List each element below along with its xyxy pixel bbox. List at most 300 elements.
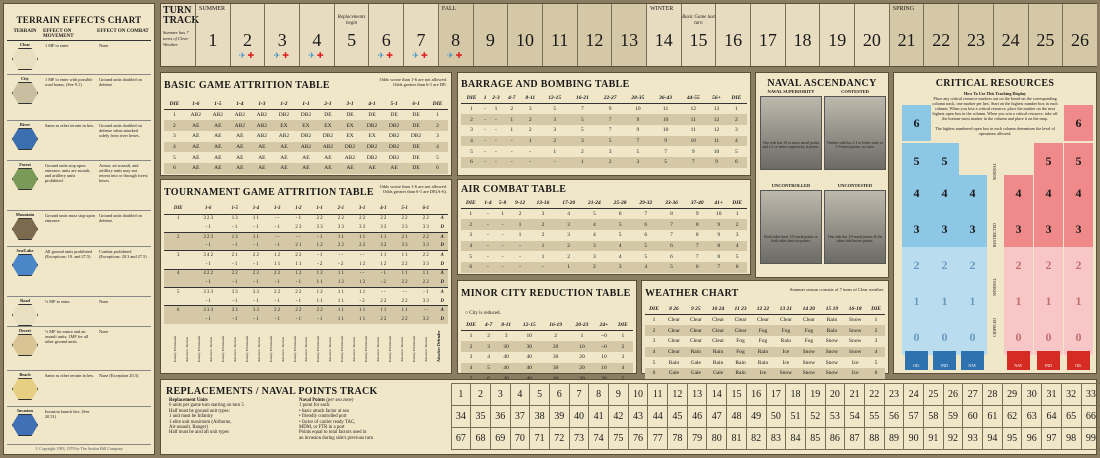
table-cell: 2 2 bbox=[401, 216, 408, 222]
table-cell: - 2 bbox=[338, 261, 344, 267]
turn-cell bbox=[819, 4, 854, 66]
turn-number: 13 bbox=[620, 30, 639, 50]
blue-resource-box: 3 bbox=[902, 211, 931, 247]
table-cell: 3 bbox=[504, 333, 508, 340]
table-cell: 9 bbox=[691, 148, 695, 155]
repl-number-cell: 83 bbox=[766, 427, 787, 450]
table-cell: 2 bbox=[164, 120, 185, 131]
table-cell: 20 bbox=[569, 363, 595, 374]
table-cell: Fog bbox=[729, 347, 751, 358]
table-cell: 4 2 2 bbox=[192, 269, 224, 278]
turn-cell bbox=[889, 4, 924, 66]
table-cell: 1 bbox=[735, 211, 739, 218]
repl-number-cell: 26 bbox=[943, 383, 964, 406]
turn-number: 26 bbox=[1071, 30, 1090, 50]
table-cell: 2 2 bbox=[380, 216, 387, 222]
terrain-label: Beach bbox=[19, 372, 31, 377]
table-cell: 2 2 bbox=[380, 298, 387, 304]
table-cell: 2 2 bbox=[245, 269, 266, 278]
table-cell: 6 bbox=[727, 262, 747, 273]
turn-number: 18 bbox=[793, 30, 812, 50]
table-cell: AE bbox=[185, 142, 207, 153]
table-cell: - bbox=[504, 136, 520, 147]
red-resource-box: 0 bbox=[1004, 319, 1033, 355]
naval-title: NAVAL ASCENDANCY bbox=[767, 78, 877, 89]
table-cell: 10 bbox=[662, 127, 669, 134]
table-cell: EX bbox=[317, 120, 339, 131]
table-row bbox=[461, 125, 747, 136]
col-vertical-label: Enemy Eliminated bbox=[412, 336, 417, 363]
table-cell: DE bbox=[412, 154, 420, 161]
naval-text: Both sides have 1-9 naval points or both sides have no points. bbox=[764, 235, 818, 243]
season-spring: SPRING bbox=[892, 6, 915, 12]
table-cell: 9 bbox=[710, 219, 727, 230]
table-cell: - 2 bbox=[317, 261, 323, 267]
table-cell: Clear bbox=[663, 347, 685, 358]
table-cell: 3 bbox=[624, 157, 652, 168]
table-cell: 1 bbox=[510, 127, 514, 134]
table-cell: 1 2 bbox=[309, 242, 330, 251]
naval-cell bbox=[760, 89, 822, 177]
table-cell: - 1 bbox=[295, 216, 301, 222]
repl-number-cell: 56 bbox=[884, 405, 905, 428]
blue-resource-box: 5 bbox=[930, 143, 959, 179]
repl-number-cell: 31 bbox=[1041, 383, 1062, 406]
table-cell: ~0 bbox=[601, 333, 607, 340]
turn-marker-icons bbox=[300, 51, 334, 60]
col-header: 4-1 bbox=[373, 204, 394, 214]
col-header: DIE bbox=[461, 198, 481, 209]
table-cell: - 1 bbox=[245, 242, 266, 251]
table-cell: 3 bbox=[607, 262, 633, 273]
col-header: 4-7 bbox=[504, 93, 520, 104]
col-vertical-label: Advance / Retreat bbox=[424, 336, 429, 363]
table-row bbox=[461, 146, 747, 157]
table-cell: 1 2 bbox=[351, 278, 372, 287]
table-row bbox=[645, 357, 885, 368]
table-row bbox=[164, 315, 448, 324]
turn-cell bbox=[993, 4, 1028, 66]
table-cell: AE bbox=[207, 120, 229, 131]
blue-resource-box: 4 bbox=[930, 175, 959, 211]
table-cell: DE bbox=[368, 112, 376, 119]
repl-naval-line: • basic attack factor at sea bbox=[299, 408, 349, 414]
table-cell: 3 4 2 bbox=[192, 251, 224, 260]
table-cell: 40 bbox=[516, 363, 542, 374]
table-cell: 2 bbox=[427, 120, 448, 131]
turn-cell bbox=[542, 4, 577, 66]
terrain-effects-chart bbox=[3, 3, 155, 455]
repl-number-cell: 64 bbox=[1041, 405, 1062, 428]
terrain-combat: None bbox=[99, 43, 109, 48]
terrain-label: Mountain bbox=[15, 212, 35, 217]
table-cell: - 1 bbox=[267, 242, 288, 251]
repl-number-cell: 78 bbox=[667, 427, 688, 450]
table-cell: AE bbox=[302, 154, 310, 161]
turn-cells bbox=[195, 4, 1097, 66]
level-label: NORMAL bbox=[992, 163, 997, 181]
table-cell: 3 bbox=[541, 114, 569, 125]
turn-cell bbox=[368, 4, 403, 66]
table-cell: 1 bbox=[580, 333, 584, 340]
table-cell: 3 3 3 bbox=[192, 306, 224, 315]
plane-icon: ✈ bbox=[308, 51, 317, 60]
table-cell: 5 bbox=[470, 148, 473, 155]
naval-cell bbox=[824, 183, 886, 271]
table-cell: DE bbox=[405, 163, 427, 174]
table-cell: 1 1 bbox=[351, 288, 372, 297]
table-cell: DB2 bbox=[339, 142, 361, 153]
table-cell: 2 bbox=[487, 333, 490, 340]
table-cell: 6 bbox=[164, 306, 192, 315]
table-cell: 4 bbox=[427, 142, 448, 153]
naval-cell bbox=[760, 183, 822, 271]
table-row bbox=[164, 131, 448, 142]
table-cell: 7 bbox=[624, 136, 652, 147]
table-cell: 6 bbox=[670, 253, 673, 260]
table-cell: 3 bbox=[470, 127, 473, 134]
col-header: DIE bbox=[164, 99, 185, 110]
turn-number: 10 bbox=[516, 30, 535, 50]
repl-naval-line: • factor of carrier ready TAC, bbox=[299, 419, 356, 425]
table-header bbox=[164, 99, 448, 110]
table-cell: 4 bbox=[461, 363, 481, 374]
plane-icon: ✈ bbox=[238, 51, 248, 60]
air-grid bbox=[461, 198, 747, 273]
repl-number-cell: 67 bbox=[451, 427, 472, 450]
table-cell: 1 1 bbox=[330, 306, 351, 315]
repl-number-cell: 65 bbox=[1061, 405, 1082, 428]
table-cell: 8 bbox=[670, 211, 673, 218]
table-cell: 1 1 bbox=[373, 251, 394, 260]
col-header: 2-3 bbox=[488, 93, 504, 104]
repl-number-cell: 94 bbox=[982, 427, 1003, 450]
table-cell: Ice bbox=[851, 359, 859, 366]
table-cell: - - bbox=[373, 288, 394, 297]
repl-number-cell: 48 bbox=[726, 405, 747, 428]
table-cell: 3 3 bbox=[245, 306, 266, 315]
table-cell: AE bbox=[251, 163, 273, 174]
repl-number-cell: 79 bbox=[687, 427, 708, 450]
table-row bbox=[461, 331, 633, 342]
resource-tag-icon: IND bbox=[933, 351, 956, 370]
table-cell: 3 3 bbox=[422, 298, 429, 304]
table-cell: 1 bbox=[553, 148, 557, 155]
resource-tag-icon: OIL bbox=[1067, 351, 1090, 370]
table-cell: 3 2 bbox=[373, 242, 394, 251]
table-cell: 9 bbox=[695, 211, 699, 218]
col-vertical-label: Enemy Eliminated bbox=[316, 336, 321, 363]
turn-number: 20 bbox=[862, 30, 881, 50]
table-cell: 3 bbox=[593, 253, 596, 260]
table-cell: Gale bbox=[685, 368, 707, 379]
table-cell: 1 2 bbox=[288, 269, 309, 278]
table-cell: 10 bbox=[713, 148, 720, 155]
red-resource-box: 6 bbox=[1064, 105, 1093, 141]
repl-number-cell: 17 bbox=[766, 383, 787, 406]
col-header: 17-20 bbox=[556, 198, 582, 209]
table-cell: AE bbox=[229, 163, 251, 174]
table-cell: 2 bbox=[645, 325, 663, 336]
blue-resource-box: 1 bbox=[902, 283, 931, 319]
repl-number-cell: 29 bbox=[1002, 383, 1023, 406]
table-cell: 2 1 bbox=[288, 242, 309, 251]
col-vertical-label: Enemy Eliminated bbox=[173, 336, 177, 363]
blue-resource-box: 2 bbox=[930, 247, 959, 283]
table-cell: 5 bbox=[596, 136, 624, 147]
plane-icon: ✈ bbox=[273, 51, 283, 60]
table-cell: 9 bbox=[624, 114, 652, 125]
terrain-hex-icon bbox=[12, 304, 38, 326]
terrain-label: Road bbox=[20, 298, 30, 303]
col-header: 10 24 bbox=[707, 304, 730, 315]
table-cell: DB2 bbox=[300, 133, 312, 140]
table-cell: 10 bbox=[635, 106, 641, 113]
table-cell: 4 bbox=[164, 269, 192, 278]
col-header: 11 23 bbox=[729, 304, 751, 315]
tourn-grid bbox=[164, 204, 448, 324]
red-resource-box: 4 bbox=[1034, 175, 1063, 211]
terrain-row bbox=[7, 41, 151, 75]
table-cell: 3 2 bbox=[415, 315, 436, 324]
table-cell: EX bbox=[346, 133, 354, 140]
col-header: 36-43 bbox=[652, 93, 680, 104]
turn-number: 11 bbox=[551, 30, 569, 50]
weather-grid bbox=[645, 304, 885, 379]
repl-number-cell: 90 bbox=[903, 427, 924, 450]
table-cell: 5 bbox=[481, 363, 496, 374]
table-cell bbox=[164, 242, 192, 251]
table-cell: 1 1 bbox=[373, 306, 394, 315]
table-cell: - bbox=[495, 148, 497, 155]
table-cell: A bbox=[436, 306, 448, 315]
table-cell: 2 bbox=[567, 253, 571, 260]
table-row bbox=[461, 341, 633, 352]
repl-number-cell: 2 bbox=[470, 383, 491, 406]
level-label: MINIMAL bbox=[992, 278, 997, 296]
table-cell: 5 bbox=[735, 148, 738, 155]
terrain-combat: Ground units doubled on defense when attacked solely from river hexes. bbox=[99, 123, 142, 138]
table-cell: - bbox=[495, 127, 497, 134]
repl-number-cell: 32 bbox=[1061, 383, 1082, 406]
terrain-name bbox=[7, 297, 43, 326]
terrain-movement: All ground units prohibited (Exceptions: 19. and 27.5) bbox=[45, 249, 92, 259]
table-cell: AE bbox=[192, 133, 200, 140]
col-vertical-label: Advance / Retreat bbox=[400, 336, 405, 363]
table-cell: 1 1 bbox=[394, 306, 415, 315]
repl-number-cell: 18 bbox=[785, 383, 806, 406]
col-header: 1-6 bbox=[185, 99, 207, 110]
resource-tag-icon: NAV bbox=[961, 351, 984, 370]
table-cell: 1 1 bbox=[394, 251, 415, 260]
table-cell: DB2 bbox=[361, 142, 383, 153]
table-cell: 7 bbox=[664, 148, 667, 155]
blue-resource-box: 0 bbox=[930, 319, 959, 355]
repl-number-cell: 81 bbox=[726, 427, 747, 450]
table-cell: Rain bbox=[707, 347, 730, 358]
table-cell: 3 3 bbox=[394, 242, 415, 251]
table-cell: AE bbox=[324, 154, 332, 161]
table-cell: Snow bbox=[820, 347, 843, 358]
turn-number: 1 bbox=[208, 30, 218, 50]
critical-instructions: How To Use This Tracking Display Place any critical resource markers out on the board on the corresponding column track, one marker per hex. Start on the highest number box in each column. When you lose a critical resource, place the marker on the next highest open box in the column. When you win a critical resource, take off the bottom-most marker in the column and place it on the map. The highest numbered open box in each column determines the level of operations allowed. bbox=[932, 91, 1058, 136]
table-cell: - bbox=[484, 127, 486, 134]
repl-number-cell: 20 bbox=[825, 383, 846, 406]
table-cell: 1 1 bbox=[415, 269, 436, 278]
minor-city-reduction-table bbox=[457, 280, 637, 374]
blue-resource-box: 1 bbox=[958, 283, 987, 319]
tourn-title: TOURNAMENT GAME ATTRITION TABLE bbox=[164, 187, 374, 198]
repl-number-cell: 15 bbox=[726, 383, 747, 406]
table-cell: 2 2 bbox=[394, 315, 415, 324]
table-cell: 3 bbox=[541, 211, 545, 218]
table-cell: 3 3 bbox=[245, 288, 266, 297]
repl-number-cell: 10 bbox=[628, 383, 649, 406]
table-cell: 10 bbox=[652, 114, 680, 125]
table-cell: Clear bbox=[729, 325, 751, 336]
table-cell: 2 2 bbox=[267, 269, 288, 278]
table-cell: Fog bbox=[797, 325, 820, 336]
table-cell: Rain bbox=[820, 325, 843, 336]
table-cell: 6 bbox=[633, 219, 659, 230]
repl-number-cell: 91 bbox=[923, 427, 944, 450]
table-cell: 2 bbox=[554, 333, 557, 340]
table-cell: 5 bbox=[436, 154, 439, 161]
table-cell: - bbox=[510, 262, 530, 273]
table-cell: 2 2 bbox=[267, 288, 288, 297]
table-cell: 2 bbox=[520, 114, 541, 125]
table-cell: 4 bbox=[461, 136, 482, 147]
table-cell: 4 bbox=[582, 219, 608, 230]
col-vertical-label: Advance / Retreat bbox=[376, 336, 381, 363]
table-cell: 1 bbox=[436, 112, 439, 119]
naval-label: UNCONTESTED bbox=[837, 183, 873, 188]
table-cell: Rain bbox=[780, 338, 792, 345]
col-header: 1-2 bbox=[273, 99, 295, 110]
air-title: AIR COMBAT TABLE bbox=[461, 184, 567, 195]
turn-number: 23 bbox=[966, 30, 985, 50]
table-cell: - bbox=[481, 241, 496, 252]
turn-number: 6 bbox=[381, 30, 391, 50]
table-cell: EX bbox=[273, 120, 295, 131]
blue-resource-box: 4 bbox=[902, 175, 931, 211]
table-row bbox=[164, 306, 448, 315]
table-cell: 1 bbox=[176, 216, 180, 222]
table-cell: 1 bbox=[652, 317, 656, 324]
repl-number-cell: 73 bbox=[569, 427, 590, 450]
table-cell: - bbox=[482, 114, 488, 125]
table-cell: 3 bbox=[164, 251, 192, 260]
repl-number-cell: 76 bbox=[628, 427, 649, 450]
col-vertical-label: Advance / Retreat bbox=[256, 336, 261, 363]
table-cell: 4 bbox=[607, 241, 633, 252]
table-cell: 3 bbox=[621, 354, 625, 361]
table-cell: Rain bbox=[826, 317, 838, 324]
repl-number-cell: 70 bbox=[510, 427, 531, 450]
table-cell: 2 bbox=[461, 341, 481, 352]
table-cell: Clear bbox=[712, 317, 725, 324]
table-cell: AB2 bbox=[229, 120, 251, 131]
table-cell: 6 bbox=[726, 157, 747, 168]
terrain-hex-icon bbox=[12, 218, 38, 240]
table-cell: 7 bbox=[684, 241, 710, 252]
table-cell: 2 2 bbox=[288, 288, 309, 297]
table-cell: 1 1 bbox=[330, 269, 351, 278]
table-cell: - 1 bbox=[232, 261, 238, 267]
table-row bbox=[164, 288, 448, 297]
table-cell: Rain bbox=[729, 368, 751, 379]
table-row bbox=[645, 336, 885, 347]
turn-cell bbox=[577, 4, 612, 66]
table-cell: 6 bbox=[427, 163, 448, 174]
table-row bbox=[461, 251, 747, 262]
col-header: 25-28 bbox=[607, 198, 633, 209]
turn-number: 2 bbox=[243, 30, 253, 50]
repl-number-cell: 99 bbox=[1081, 427, 1100, 450]
table-cell: DE bbox=[390, 112, 398, 119]
table-cell: 10 bbox=[526, 333, 533, 340]
col-vertical-label: Enemy Eliminated bbox=[244, 336, 249, 363]
table-cell: - bbox=[481, 219, 496, 230]
table-cell: D bbox=[440, 261, 444, 267]
col-header: 1-1 bbox=[295, 99, 317, 110]
table-cell: AE bbox=[361, 163, 383, 174]
table-cell: 4 bbox=[727, 241, 747, 252]
repl-number-cell: 47 bbox=[706, 405, 727, 428]
table-cell: 5 bbox=[735, 253, 739, 260]
table-cell: 1 1 bbox=[330, 288, 351, 297]
table-cell: 40 bbox=[503, 354, 509, 361]
repl-naval-line: • friendly controlled port bbox=[299, 414, 347, 420]
table-cell: DB2 bbox=[383, 120, 405, 131]
turn-cell bbox=[715, 4, 750, 66]
cross-icon: ✚ bbox=[386, 51, 395, 60]
terrain-combat: None bbox=[99, 329, 109, 334]
table-cell: 11 bbox=[707, 136, 726, 147]
blue-resource-box: 2 bbox=[958, 247, 987, 283]
table-cell: 2 1 bbox=[224, 251, 245, 260]
col-vertical-label: Advance / Retreat bbox=[352, 336, 357, 363]
table-cell: 9 bbox=[707, 157, 726, 168]
table-cell: Gale bbox=[690, 359, 701, 366]
turn-cell bbox=[334, 4, 369, 66]
table-cell: 2 2 bbox=[288, 251, 309, 260]
col-header: 1-1 bbox=[309, 204, 330, 214]
turn-marker-icons bbox=[369, 51, 403, 60]
turn-number: 15 bbox=[689, 30, 708, 50]
table-cell: 1 bbox=[530, 241, 556, 252]
table-cell: Snow bbox=[825, 359, 839, 366]
terrain-label: Clear bbox=[19, 42, 31, 47]
table-cell: - bbox=[481, 262, 496, 273]
table-cell: DB2 bbox=[361, 120, 383, 131]
naval-ascendancy bbox=[755, 72, 889, 278]
table-cell: 5 bbox=[593, 211, 596, 218]
table-cell: AE bbox=[185, 163, 207, 174]
table-cell: DB2 bbox=[410, 133, 422, 140]
table-cell: 2 bbox=[581, 148, 584, 155]
col-vertical-label: Enemy Eliminated bbox=[388, 336, 393, 363]
table-cell: - bbox=[486, 232, 489, 239]
table-cell: D bbox=[436, 278, 448, 287]
col-header: 4-7 bbox=[481, 320, 496, 331]
table-cell: 11 bbox=[679, 114, 707, 125]
table-cell: 2 2 bbox=[316, 216, 323, 222]
col-header: 16-18 bbox=[843, 304, 867, 315]
table-cell: 5 bbox=[569, 114, 597, 125]
repl-number-cell: 27 bbox=[962, 383, 983, 406]
table-cell: 3 3 bbox=[224, 288, 245, 297]
